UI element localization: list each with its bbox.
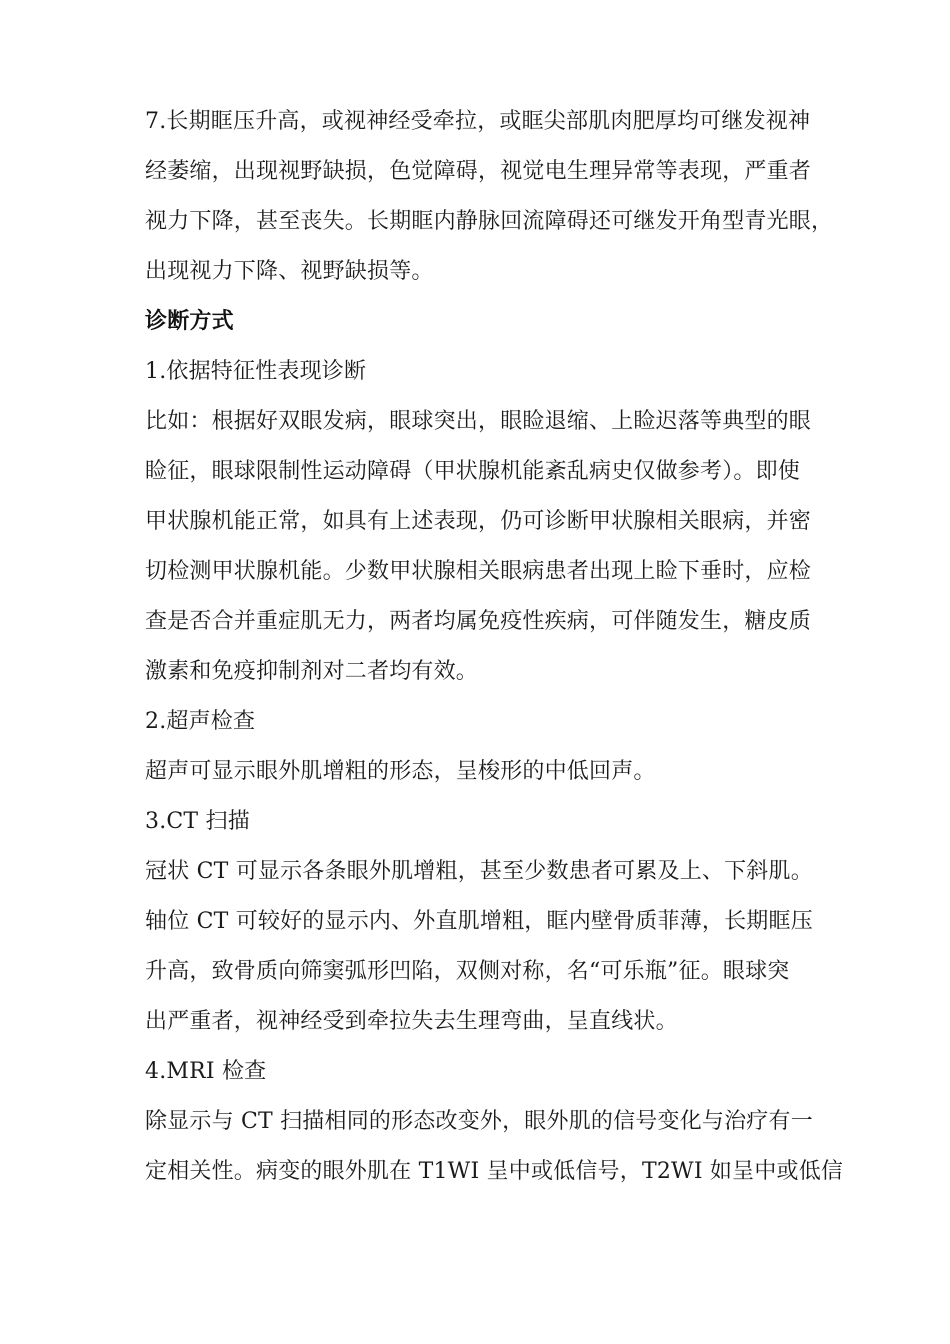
item-1-line-1: 比如：根据好双眼发病，眼球突出，眼睑退缩、上睑迟落等典型的眼 <box>145 409 812 434</box>
item-1-line-2: 睑征，眼球限制性运动障碍（甲状腺机能紊乱病史仅做参考）。即使 <box>145 459 801 484</box>
paragraph-7-line-2: 经萎缩，出现视野缺损，色觉障碍，视觉电生理异常等表现，严重者 <box>145 159 812 184</box>
item-1-line-4: 切检测甲状腺机能。少数甲状腺相关眼病患者出现上睑下垂时，应检 <box>145 559 812 584</box>
paragraph-7-line-4: 出现视力下降、视野缺损等。 <box>145 259 434 284</box>
item-3-line-2: 轴位 CT 可较好的显示内、外直肌增粗，眶内壁骨质菲薄，长期眶压 <box>145 909 813 934</box>
item-3-line-3: 升高，致骨质向筛窦弧形凹陷，双侧对称，名“可乐瓶”征。眼球突 <box>145 959 790 984</box>
item-4-line-2: 定相关性。病变的眼外肌在 T1WI 呈中或低信号，T2WI 如呈中或低信 <box>145 1159 844 1184</box>
item-1-line-3: 甲状腺机能正常，如具有上述表现，仍可诊断甲状腺相关眼病，并密 <box>145 509 812 534</box>
item-3-line-1: 冠状 CT 可显示各条眼外肌增粗，甚至少数患者可累及上、下斜肌。 <box>145 859 813 884</box>
paragraph-7-line-3: 视力下降，甚至丧失。长期眶内静脉回流障碍还可继发开角型青光眼， <box>145 209 834 234</box>
item-4-heading: 4.MRI 检查 <box>145 1059 267 1084</box>
item-1-line-5: 查是否合并重症肌无力，两者均属免疫性疾病，可伴随发生，糖皮质 <box>145 609 812 634</box>
item-2-heading: 2.超声检查 <box>145 709 256 734</box>
item-1-line-6: 激素和免疫抑制剂对二者均有效。 <box>145 659 479 684</box>
item-3-heading: 3.CT 扫描 <box>145 809 250 834</box>
item-3-line-4: 出严重者，视神经受到牵拉失去生理弯曲，呈直线状。 <box>145 1009 678 1034</box>
item-4-line-1: 除显示与 CT 扫描相同的形态改变外，眼外肌的信号变化与治疗有一 <box>145 1109 813 1134</box>
paragraph-7-line-1: 7.长期眶压升高，或视神经受牵拉，或眶尖部肌肉肥厚均可继发视神 <box>145 109 811 134</box>
section-heading: 诊断方式 <box>145 309 234 334</box>
item-1-heading: 1.依据特征性表现诊断 <box>145 359 367 384</box>
item-2-line-1: 超声可显示眼外肌增粗的形态，呈梭形的中低回声。 <box>145 759 656 784</box>
